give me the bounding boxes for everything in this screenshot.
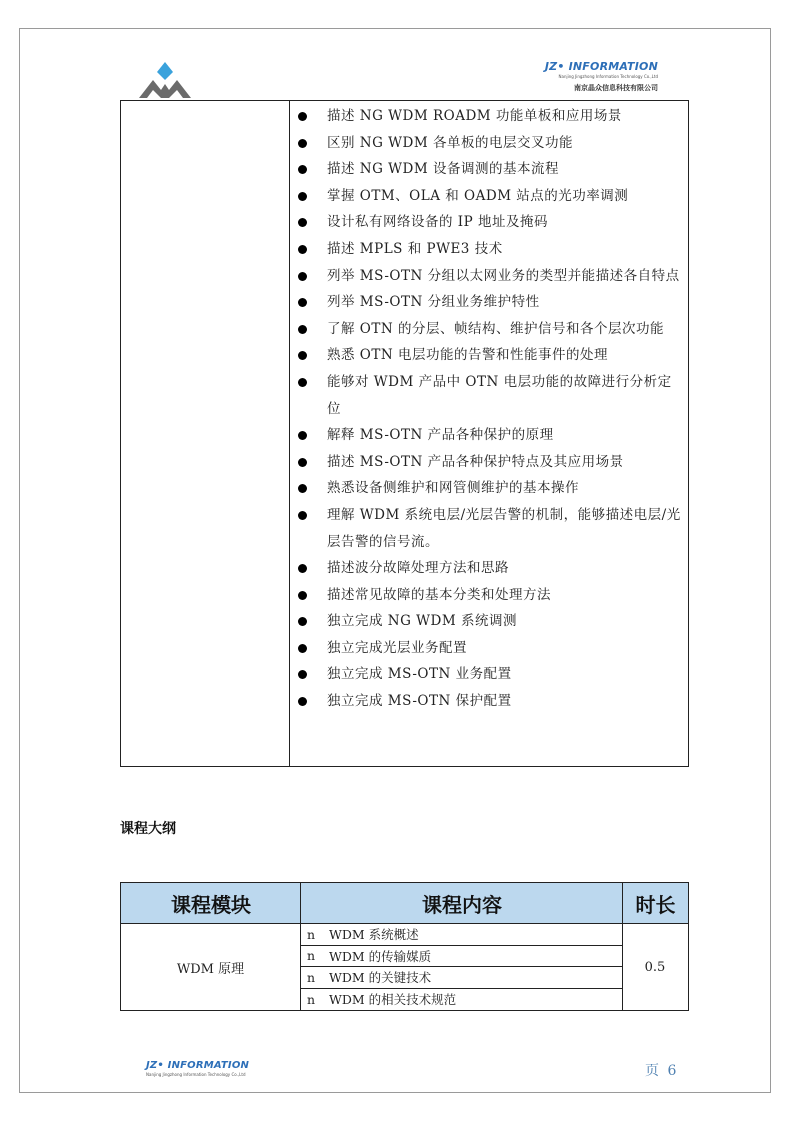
objective-text: 熟悉设备侧维护和网管侧维护的基本操作 — [327, 480, 579, 497]
objective-text: 描述 MPLS 和 PWE3 技术 — [327, 240, 503, 257]
header-module: 课程模块 — [121, 883, 301, 924]
bullet-icon — [298, 272, 307, 281]
objective-text: 描述 NG WDM 设备调测的基本流程 — [327, 161, 559, 178]
objective-item — [297, 635, 685, 662]
header-content: 课程内容 — [301, 883, 623, 924]
bullet-icon — [298, 697, 307, 706]
bullet-icon — [298, 165, 307, 174]
objective-text: 了解 OTN 的分层、帧结构、维护信号和各个层次功能 — [327, 320, 664, 337]
footer-brand — [146, 1060, 249, 1077]
objective-text: 设计私有网络设备的 IP 地址及掩码 — [327, 214, 548, 231]
objective-item — [297, 156, 685, 183]
outline-row — [301, 946, 622, 968]
objective-text: 描述常见故障的基本分类和处理方法 — [327, 586, 551, 603]
bullet-icon — [298, 670, 307, 679]
bullet-icon — [298, 591, 307, 600]
module-cell: WDM 原理 — [176, 961, 245, 977]
objective-item — [297, 422, 685, 449]
brand-subtitle: Nanjing Jingzhong Information Technology Co.,Ltd — [558, 74, 658, 79]
objective-item — [297, 342, 685, 369]
objectives-list — [297, 103, 685, 715]
footer-brand-name: JZ• INFORMATION — [146, 1060, 250, 1071]
objective-text: 描述 MS-OTN 产品各种保护特点及其应用场景 — [327, 453, 624, 470]
bullet-icon — [298, 511, 307, 520]
bullet-icon — [298, 218, 307, 227]
objective-item — [297, 582, 685, 609]
objective-item — [297, 688, 685, 715]
bullet-icon — [298, 458, 307, 467]
bullet-icon — [298, 644, 307, 653]
row-marker: n — [307, 926, 316, 942]
objective-item — [297, 183, 685, 210]
objective-text: 列举 MS-OTN 分组业务维护特性 — [327, 294, 540, 311]
outline-row — [301, 924, 622, 946]
objective-item — [297, 236, 685, 263]
bullet-icon — [298, 431, 307, 440]
section-title: 课程大纲 — [120, 821, 176, 837]
outline-row — [301, 989, 622, 1011]
objective-text: 区别 NG WDM 各单板的电层交叉功能 — [327, 134, 573, 151]
objective-text: 列举 MS-OTN 分组以太网业务的类型并能描述各自特点 — [327, 267, 680, 284]
bullet-icon — [298, 617, 307, 626]
bullet-icon — [298, 325, 307, 334]
objective-item — [297, 555, 685, 582]
objective-item — [297, 263, 685, 290]
objective-item — [297, 130, 685, 157]
objective-text: 解释 MS-OTN 产品各种保护的原理 — [327, 427, 554, 444]
objective-item — [297, 369, 685, 422]
row-marker: n — [307, 948, 316, 964]
outline-item-text: WDM 的传输媒质 — [329, 948, 432, 964]
bullet-icon — [298, 298, 307, 307]
bullet-icon — [298, 139, 307, 148]
outline-item-text: WDM 的相关技术规范 — [329, 992, 457, 1008]
footer-brand-subtitle: Nanjing Jingzhong Information Technology Co.,Ltd — [146, 1072, 246, 1077]
bullet-icon — [298, 484, 307, 493]
objective-item — [297, 661, 685, 688]
row-marker: n — [307, 991, 316, 1007]
duration-cell: 0.5 — [644, 959, 666, 975]
header-brand — [545, 60, 658, 93]
objective-text: 理解 WDM 系统电层/光层告警的机制，能够描述电层/光层告警的信号流。 — [327, 506, 681, 550]
objective-item — [297, 449, 685, 476]
bullet-icon — [298, 564, 307, 573]
objective-text: 描述波分故障处理方法和思路 — [327, 560, 509, 577]
bullet-icon — [298, 245, 307, 254]
objectives-table — [120, 100, 689, 767]
objective-item — [297, 103, 685, 130]
objective-text: 熟悉 OTN 电层功能的告警和性能事件的处理 — [327, 347, 608, 364]
objective-text: 独立完成 NG WDM 系统调测 — [327, 613, 517, 630]
objective-text: 掌握 OTM、OLA 和 OADM 站点的光功率调测 — [327, 187, 629, 204]
brand-name: JZ• INFORMATION — [544, 60, 658, 73]
table-column-divider — [289, 101, 290, 766]
bullet-icon — [298, 351, 307, 360]
objective-item — [297, 316, 685, 343]
objective-text: 描述 NG WDM ROADM 功能单板和应用场景 — [327, 108, 622, 124]
content-cell — [301, 924, 622, 1010]
course-outline-table — [120, 882, 689, 1011]
objective-item — [297, 608, 685, 635]
objective-item — [297, 289, 685, 316]
objective-item — [297, 209, 685, 236]
outline-item-text: WDM 系统概述 — [329, 927, 419, 943]
bullet-icon — [298, 112, 307, 121]
brand-chinese-name: 南京晶众信息科技有限公司 — [574, 84, 658, 92]
outline-row — [301, 967, 622, 989]
page-number: 页 6 — [645, 1063, 679, 1079]
mountain-logo-icon — [139, 60, 191, 100]
objective-text: 独立完成 MS-OTN 业务配置 — [327, 666, 512, 683]
objective-item — [297, 475, 685, 502]
header-duration: 时长 — [623, 883, 688, 924]
bullet-icon — [298, 378, 307, 387]
row-marker: n — [307, 969, 316, 985]
objective-item — [297, 502, 685, 555]
objective-text: 独立完成 MS-OTN 保护配置 — [327, 693, 512, 710]
outline-item-text: WDM 的关键技术 — [329, 970, 432, 986]
bullet-icon — [298, 192, 307, 201]
objective-text: 独立完成光层业务配置 — [327, 639, 467, 656]
objective-text: 能够对 WDM 产品中 OTN 电层功能的故障进行分析定位 — [327, 373, 672, 417]
